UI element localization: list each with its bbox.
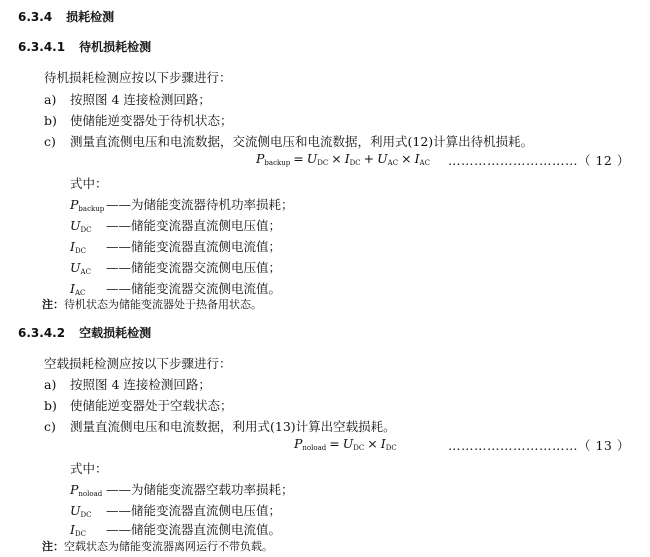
formula-ref-12: …………………………（ 12 ） [448, 153, 630, 168]
heading-6-3-4 [18, 8, 114, 25]
step-text: 使储能逆变器处于待机状态； [70, 113, 233, 128]
step-label: b) [44, 398, 57, 413]
where-label: 式中： [70, 461, 108, 476]
formula-ref-13: …………………………（ 13 ） [448, 438, 630, 453]
var-row: $P_{backup}$ ——为储能变流器待机功率损耗； [70, 197, 294, 213]
step-b [44, 396, 233, 414]
step-label: c) [44, 419, 56, 434]
section-number: 6.3.4.1 [18, 40, 66, 54]
step-label: a) [44, 377, 57, 392]
section-number: 6.3.4 [18, 10, 53, 24]
step-text: 测量直流侧电压和电流数据，利用式(13)计算出空载损耗。 [70, 419, 396, 434]
step-text: 按照图 4 连接检测回路； [70, 92, 211, 107]
step-text: 测量直流侧电压和电流数据，交流侧电压和电流数据，利用式(12)计算出待机损耗。 [70, 134, 534, 149]
var-row: $I_{AC}$ ——储能变流器交流侧电流值。 [70, 281, 282, 297]
intro-noload: 空载损耗检测应按以下步骤进行： [44, 356, 232, 371]
section-title: 待机损耗检测 [79, 40, 152, 54]
heading-6-3-4-2 [18, 324, 151, 341]
var-row: $I_{DC}$ ——储能变流器直流侧电流值。 [70, 522, 282, 538]
note-noload: 注：空载状态为储能变流器离网运行不带负载。 [42, 540, 273, 553]
step-a [44, 90, 211, 108]
section-number: 6.3.4.2 [18, 326, 66, 340]
var-row: $U_{DC}$ ——储能变流器直流侧电压值； [70, 218, 282, 234]
step-b [44, 111, 233, 129]
var-row: $U_{AC}$ ——储能变流器交流侧电压值； [70, 260, 282, 276]
step-text: 按照图 4 连接检测回路； [70, 377, 211, 392]
var-row: $I_{DC}$ ——储能变流器直流侧电流值； [70, 239, 282, 255]
step-label: c) [44, 134, 56, 149]
intro-standby: 待机损耗检测应按以下步骤进行： [44, 70, 232, 85]
var-row: $U_{DC}$ ——储能变流器直流侧电压值； [70, 503, 282, 519]
step-c [44, 417, 396, 435]
note-standby: 注：待机状态为储能变流器处于热备用状态。 [42, 298, 262, 311]
section-title: 空载损耗检测 [79, 326, 152, 340]
formula-13: $P_{noload} = U_{DC} \times I_{DC}$ [294, 436, 397, 452]
step-c [44, 132, 533, 150]
step-label: a) [44, 92, 57, 107]
step-a [44, 375, 211, 393]
var-row: $P_{noload}$ ——为储能变流器空载功率损耗； [70, 482, 294, 498]
formula-12: $P_{backup} = U_{DC} \times I_{DC} + U_{AC} \times I_{AC}$ [256, 151, 430, 167]
step-text: 使储能逆变器处于空载状态； [70, 398, 233, 413]
where-label: 式中： [70, 176, 108, 191]
step-label: b) [44, 113, 57, 128]
section-title: 损耗检测 [66, 10, 115, 24]
heading-6-3-4-1 [18, 38, 151, 55]
